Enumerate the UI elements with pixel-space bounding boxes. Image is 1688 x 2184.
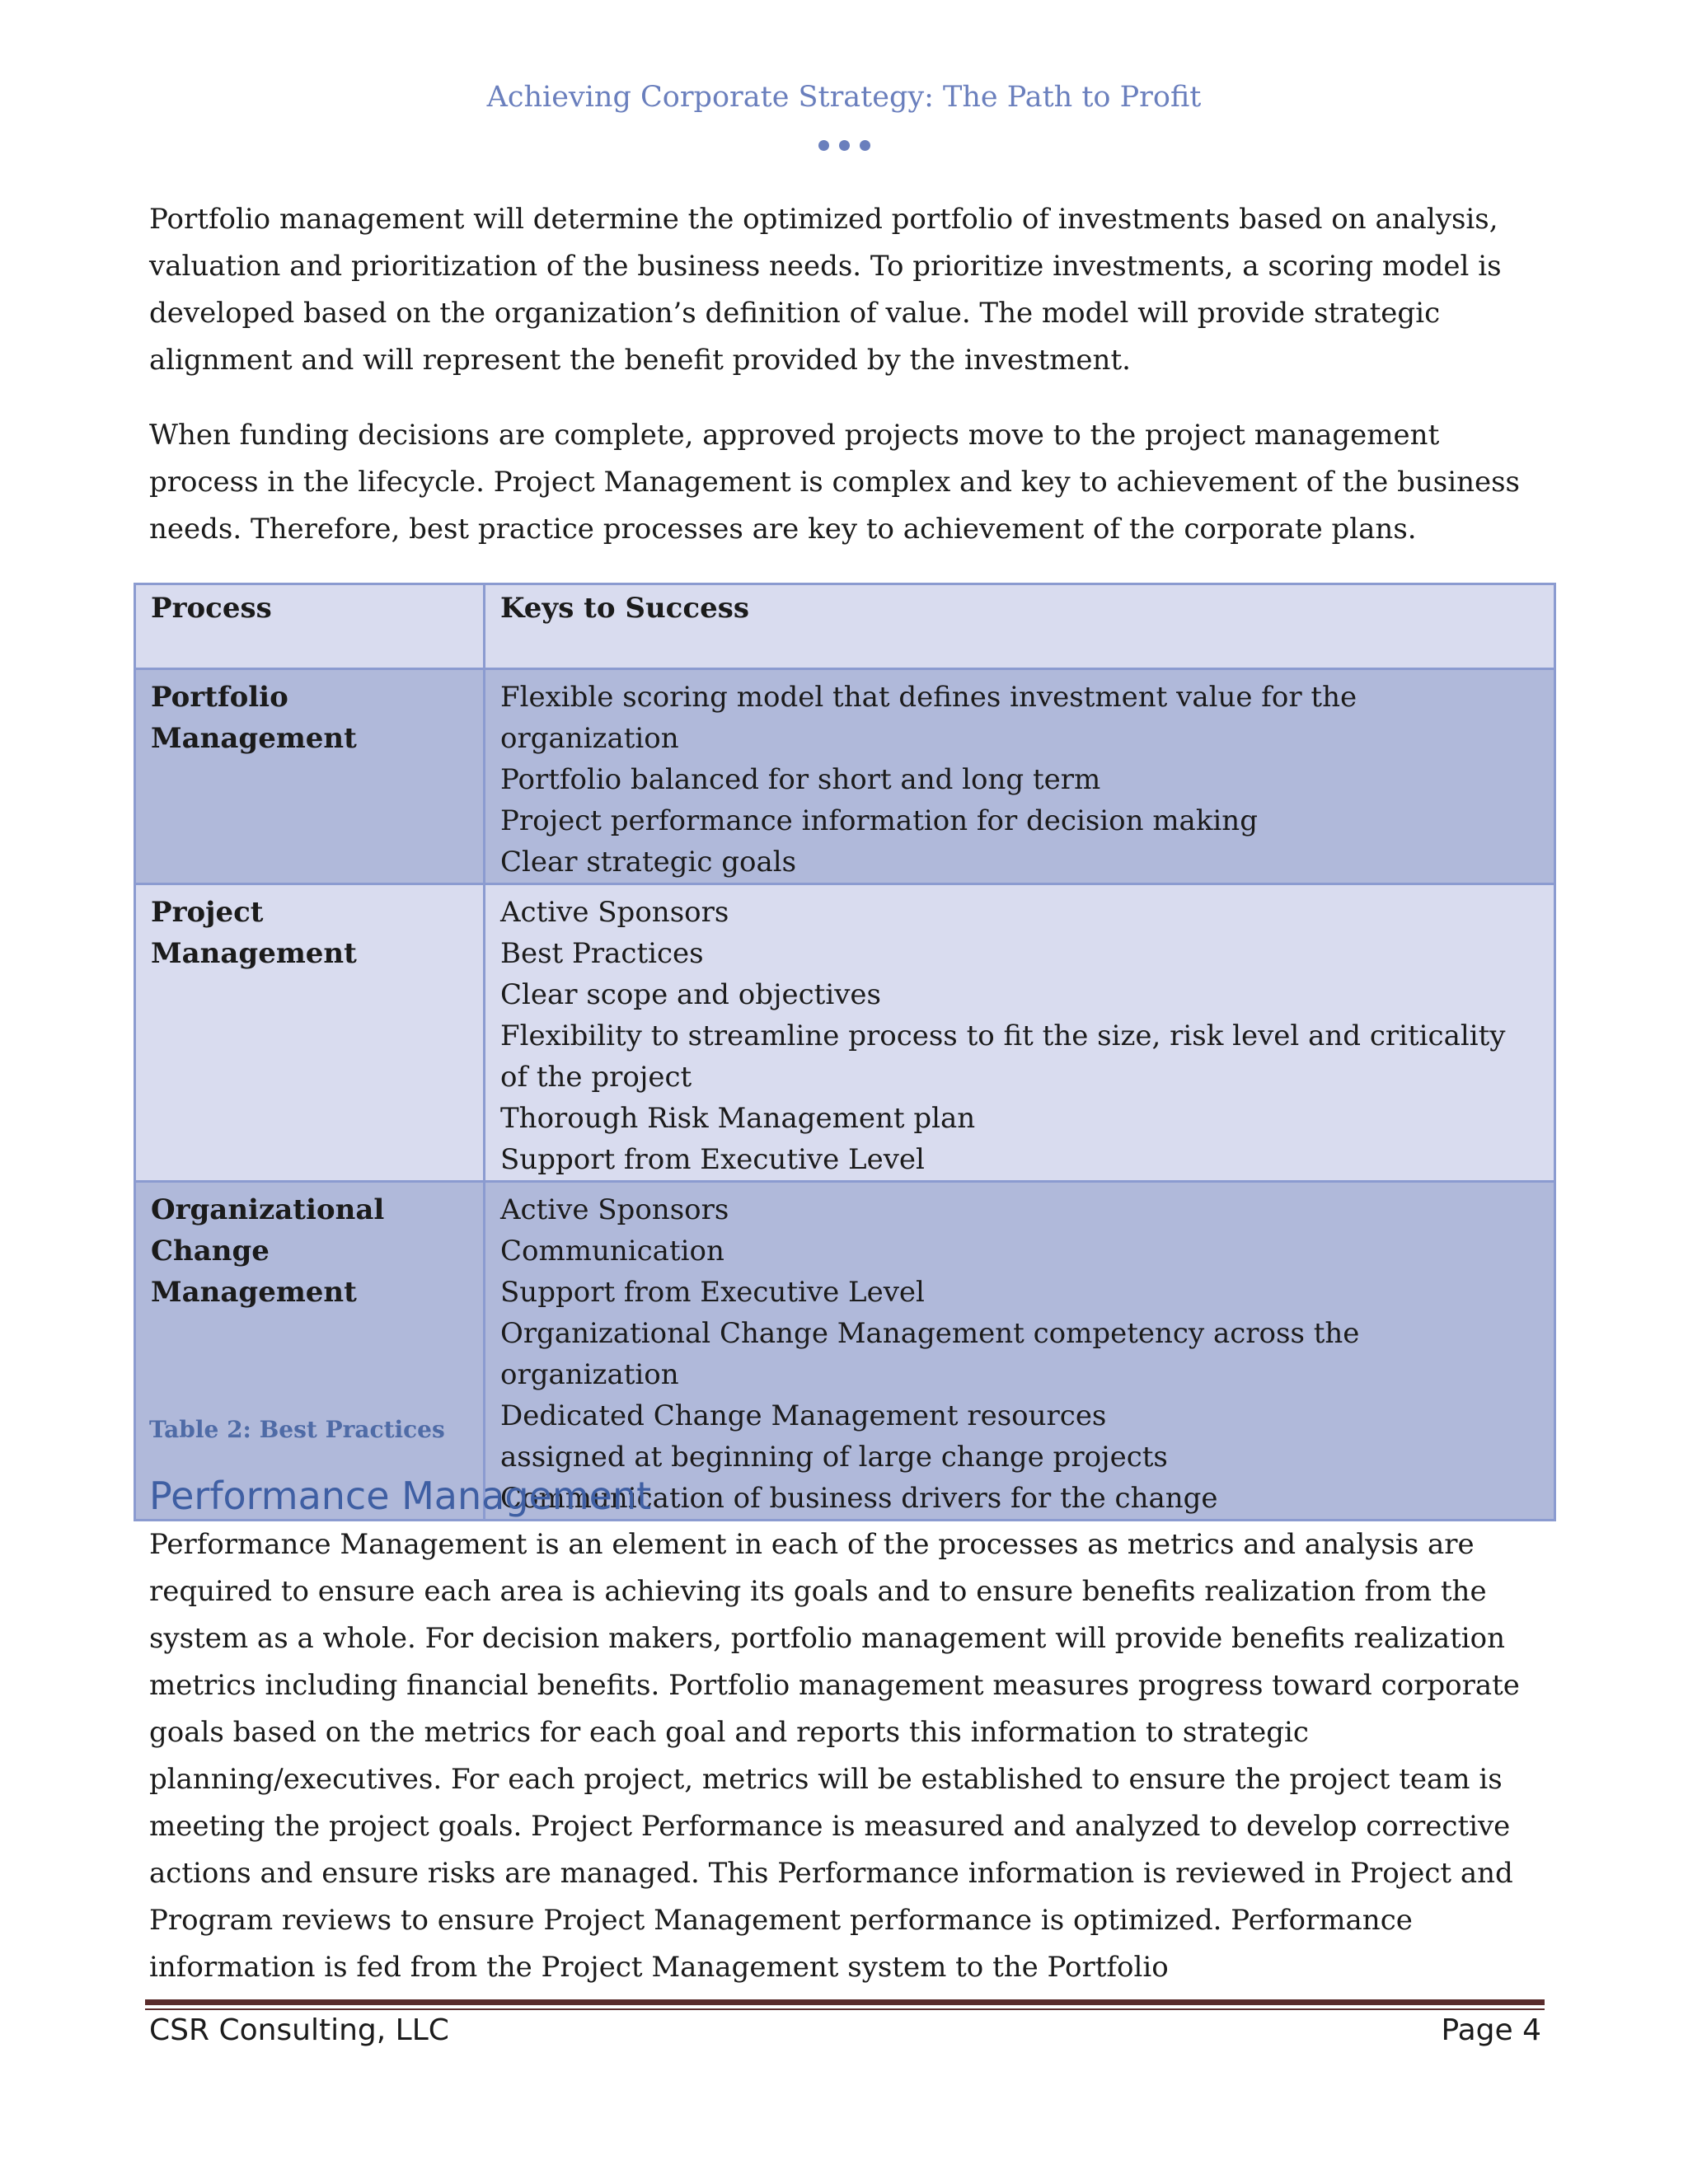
key-item: Thorough Risk Management plan — [500, 1102, 976, 1135]
key-item: Organizational Change Management competency across the organization — [500, 1317, 1360, 1391]
key-item: Best Practices — [500, 937, 704, 970]
performance-paragraph — [149, 1521, 1550, 1991]
table-cell-keys — [485, 669, 1555, 884]
key-item: Support from Executive Level — [500, 1143, 925, 1176]
table-header-row — [135, 584, 1555, 669]
footer-page-number: Page 4 — [1441, 2013, 1541, 2047]
performance-paragraph-text: Performance Management is an element in each of the processes as metrics and analysis are required to ensure each area is achieving its goals and to ensure benefits realization from the system as a whole. For decision makers, portfolio management will provide benefits realization metrics including financial benefits. Portfolio management measures progress toward corporate goals based on the metrics for each goal and reports this information to strategic planning/executives. For each project, metrics will be established to ensure the project team is meeting the project goals. Project Performance is measured and analyzed to develop corrective actions and ensure risks are managed. This Performance information is reviewed in Project and Program reviews to ensure Project Management performance is optimized. Performance information is fed from the Project Management system to the Portfolio — [149, 1528, 1520, 1984]
intro-paragraph-2-text: When funding decisions are complete, approved projects move to the project management process in the lifecycle. Project Management is complex and key to achievement of the business needs. Therefore, best practice processes are key to achievement of the corporate plans. — [149, 419, 1520, 546]
footer-divider — [145, 1999, 1545, 2005]
header-title: Achieving Corporate Strategy: The Path to Profit — [486, 81, 1202, 114]
table-header-keys: Keys to Success — [485, 584, 1555, 669]
key-item: Dedicated Change Management resources — [500, 1399, 1107, 1432]
table-row — [135, 1182, 1555, 1521]
key-item: assigned at beginning of large change projects — [500, 1441, 1168, 1474]
key-item: Active Sponsors — [500, 1193, 729, 1226]
key-item: Project performance information for decision making — [500, 804, 1258, 837]
key-item: Clear scope and objectives — [500, 978, 881, 1011]
table-caption: Table 2: Best Practices — [149, 1416, 445, 1443]
key-item: Active Sponsors — [500, 896, 729, 929]
table-cell-process: Organizational Change Management — [135, 1182, 485, 1521]
best-practices-table — [134, 583, 1556, 1521]
table-cell-process: Portfolio Management — [135, 669, 485, 884]
table-cell-keys — [485, 1182, 1555, 1521]
header-dots-ornament — [0, 140, 1688, 155]
table-header-process: Process — [135, 584, 485, 669]
dot-icon — [818, 140, 829, 151]
intro-paragraph-2 — [149, 412, 1550, 553]
table-row — [135, 669, 1555, 884]
dot-icon — [839, 140, 850, 151]
footer-divider-thin — [145, 2008, 1545, 2010]
key-item: Flexible scoring model that defines investment value for the organization — [500, 681, 1357, 755]
footer-company: CSR Consulting, LLC — [149, 2013, 449, 2047]
intro-paragraph-1 — [149, 196, 1550, 384]
table-cell-keys — [485, 884, 1555, 1182]
key-item: Communication — [500, 1235, 724, 1268]
intro-paragraph-1-text: Portfolio management will determine the optimized portfolio of investments based on analysis, valuation and prioritization of the business needs. To prioritize investments, a scoring model is developed based on the organization’s definition of value. The model will provide strategic alignment and will represent the benefit provided by the investment. — [149, 203, 1502, 377]
key-item: Support from Executive Level — [500, 1276, 925, 1309]
key-item: Portfolio balanced for short and long term — [500, 763, 1101, 796]
key-item: Communication of business drivers for the change — [500, 1482, 1218, 1515]
key-item: Flexibility to streamline process to fit the size, risk level and criticality of the project — [500, 1019, 1506, 1094]
table-cell-process: Project Management — [135, 884, 485, 1182]
key-item: Clear strategic goals — [500, 846, 797, 879]
dot-icon — [860, 140, 870, 151]
section-heading-performance: Performance Management — [149, 1474, 652, 1518]
table-row — [135, 884, 1555, 1182]
